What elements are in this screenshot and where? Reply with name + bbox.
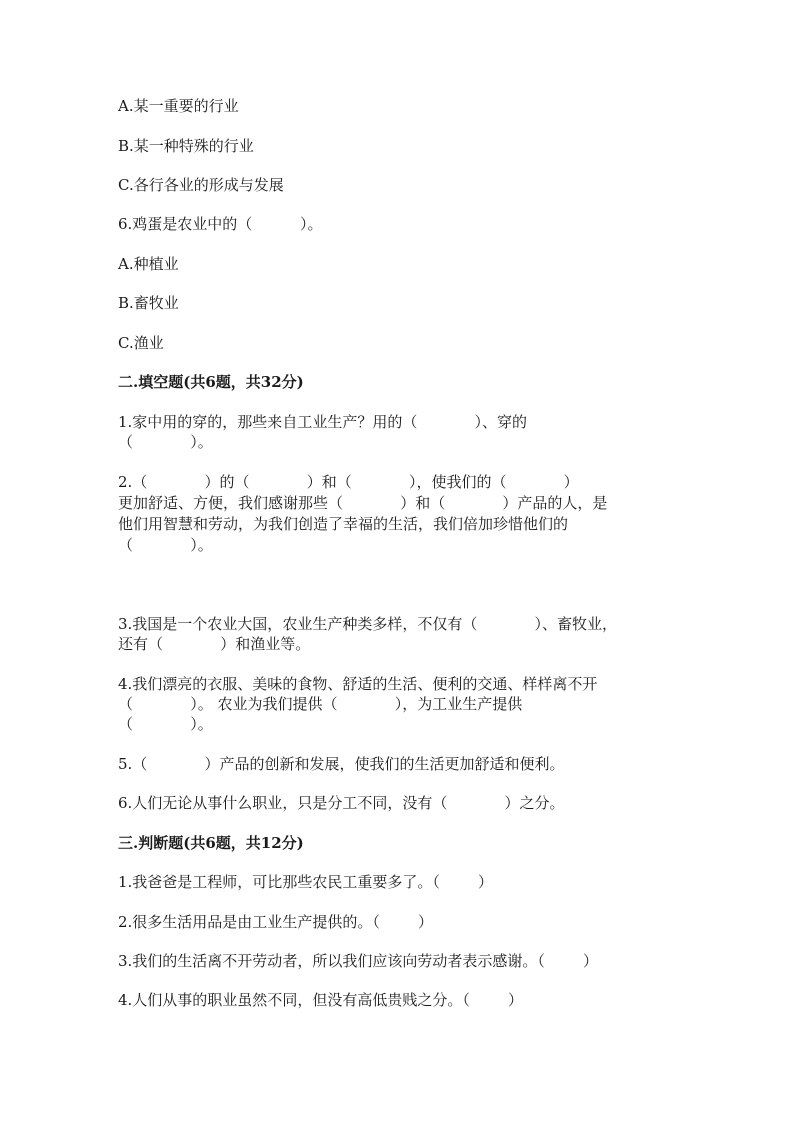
section-heading-judgment: 三.判断题(共6题，共12分) (118, 834, 304, 852)
fill-q4-line3: （ ）。 (118, 715, 213, 733)
q6-option-c: C.渔业 (118, 334, 164, 352)
fill-q1-line2: （ ）。 (118, 433, 213, 451)
fill-q2-line2: 更加舒适、方便，我们感谢那些（ ）和（ ）产品的人，是 (118, 494, 608, 512)
fill-q6: 6.人们无论从事什么职业，只是分工不同，没有（ ）之分。 (118, 794, 565, 812)
fill-q3-line2: 还有（ ）和渔业等。 (118, 635, 311, 653)
fill-q2-line1: 2.（ ）的（ ）和（ ），使我们的（ ） (118, 473, 579, 491)
option-a-line: A.某一重要的行业 (118, 97, 239, 115)
fill-q5: 5.（ ）产品的创新和发展，使我们的生活更加舒适和便利。 (118, 755, 565, 773)
fill-q3-line1: 3.我国是一个农业大国，农业生产种类多样，不仅有（ ）、畜牧业， (118, 615, 618, 633)
fill-q4-line1: 4.我们漂亮的衣服、美味的食物、舒适的生活、便利的交通、样样离不开 (118, 675, 598, 693)
judge-q3: 3.我们的生活离不开劳动者，所以我们应该向劳动者表示感谢。（ ） (118, 952, 598, 970)
judge-q1: 1.我爸爸是工程师，可比那些农民工重要多了。（ ） (118, 873, 493, 891)
fill-q2-line3: 他们用智慧和劳动，为我们创造了幸福的生活，我们倍加珍惜他们的 (118, 515, 569, 533)
option-c-line: C.各行各业的形成与发展 (118, 176, 284, 194)
q6-option-a: A.种植业 (118, 255, 179, 273)
question-6-stem: 6.鸡蛋是农业中的（ ）。 (118, 215, 323, 233)
fill-q2-line4: （ ）。 (118, 536, 213, 554)
fill-q4-line2: （ ）。 农业为我们提供（ ），为工业生产提供 (118, 695, 523, 713)
fill-q1-line1: 1.家中用的穿的，那些来自工业生产？用的（ ）、穿的 (118, 413, 528, 431)
option-b-line: B.某一种特殊的行业 (118, 137, 254, 155)
judge-q4: 4.人们从事的职业虽然不同，但没有高低贵贱之分。（ ） (118, 991, 523, 1009)
q6-option-b: B.畜牧业 (118, 294, 179, 312)
judge-q2: 2.很多生活用品是由工业生产提供的。（ ） (118, 913, 433, 931)
section-heading-fill-in: 二.填空题(共6题，共32分) (118, 373, 304, 391)
